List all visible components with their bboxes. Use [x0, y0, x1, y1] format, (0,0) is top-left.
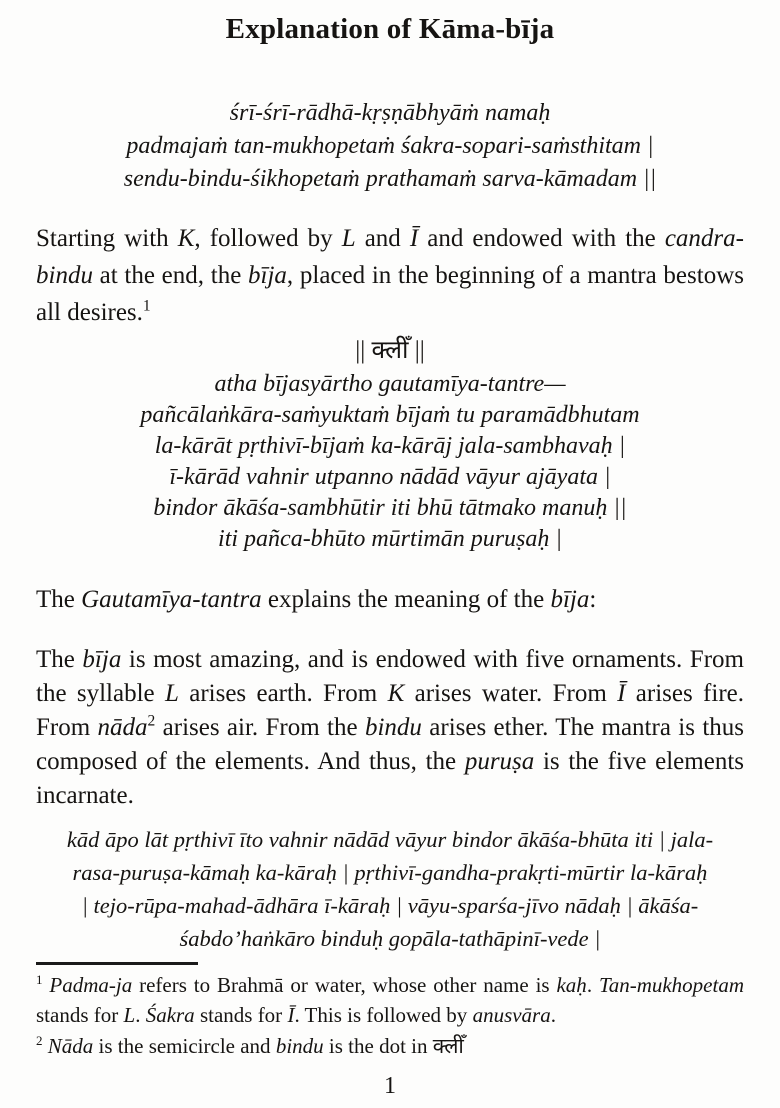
verse-line: pañcālaṅkāra-saṁyuktaṁ bījaṁ tu paramādbhutam: [140, 402, 640, 428]
prose-commentary-verse: [36, 823, 744, 955]
translation-paragraph: Starting with K, followed by L and Ī and endowed with the candra-bindu at the end, the bīja, placed in the beginning of a mantra bestows all desires.$^1$: [36, 225, 744, 326]
verse-line: ī-kārād vahnir utpanno nādād vāyur ajāyata |: [169, 464, 611, 490]
footnote-1: $^1$ Padma-ja refers to Brahmā or water, whose other name is kaḥ. Tan-mukhopetam stands for L. Śakra stands for Ī. This is followed by anusvāra.: [36, 972, 745, 1027]
gautamiya-tantra-verse: [36, 369, 744, 555]
verse-line: | tejo-rūpa-mahad-ādhāra ī-kāraḥ | vāyu-sparśa-jīvo nādaḥ | ākāśa-: [81, 893, 699, 918]
verse-line: śabdo’haṅkāro binduḥ gopāla-tathāpinī-vede |: [179, 926, 601, 951]
verse-line: la-kārāt pṛthivī-bījaṁ ka-kārāj jala-sambhavaḥ |: [154, 433, 626, 459]
verse-line: padmajaṁ tan-mukhopetaṁ śakra-sopari-saṁsthitam |: [126, 133, 654, 159]
bija-mantra-line: || क्लीँ ||: [355, 337, 425, 364]
verse-line: kād āpo lāt pṛthivī īto vahnir nādād vāyur bindor ākāśa-bhūta iti | jala-: [66, 827, 714, 852]
page-number: 1: [384, 1073, 396, 1099]
verse-line: bindor ākāśa-sambhūtir iti bhū tātmako manuḥ ||: [153, 495, 627, 521]
explanation-paragraph: The bīja is most amazing, and is endowed with five ornaments. From the syllable L arises earth. From K arises water. From Ī arises fire. From nāda$^2$ arises air. From the bindu arises ether. The mantra is thus composed of the elements. And thus, the puruṣa is the five elements incarnate.: [36, 646, 744, 809]
verse-line: rasa-puruṣa-kāmaḥ ka-kāraḥ | pṛthivī-gandha-prakṛti-mūrtir la-kāraḥ: [72, 860, 708, 885]
verse-line: śrī-śrī-rādhā-kṛṣṇābhyāṁ namaḥ: [229, 100, 551, 126]
page-title: Explanation of Kāma-bīja: [225, 13, 555, 45]
invocation-verse: [36, 97, 744, 196]
verse-line: atha bījasyārtho gautamīya-tantre—: [214, 371, 566, 397]
verse-line: iti pañca-bhūto mūrtimān puruṣaḥ |: [218, 526, 562, 552]
footnote-separator-rule: [36, 962, 198, 965]
explanation-intro-line: The Gautamīya-tantra explains the meaning of the bīja:: [36, 586, 597, 613]
footnote-2: $^2$ Nāda is the semicircle and bindu is the dot in क्लीँ: [36, 1033, 464, 1058]
verse-line: sendu-bindu-śikhopetaṁ prathamaṁ sarva-kāmadam ||: [123, 166, 657, 192]
